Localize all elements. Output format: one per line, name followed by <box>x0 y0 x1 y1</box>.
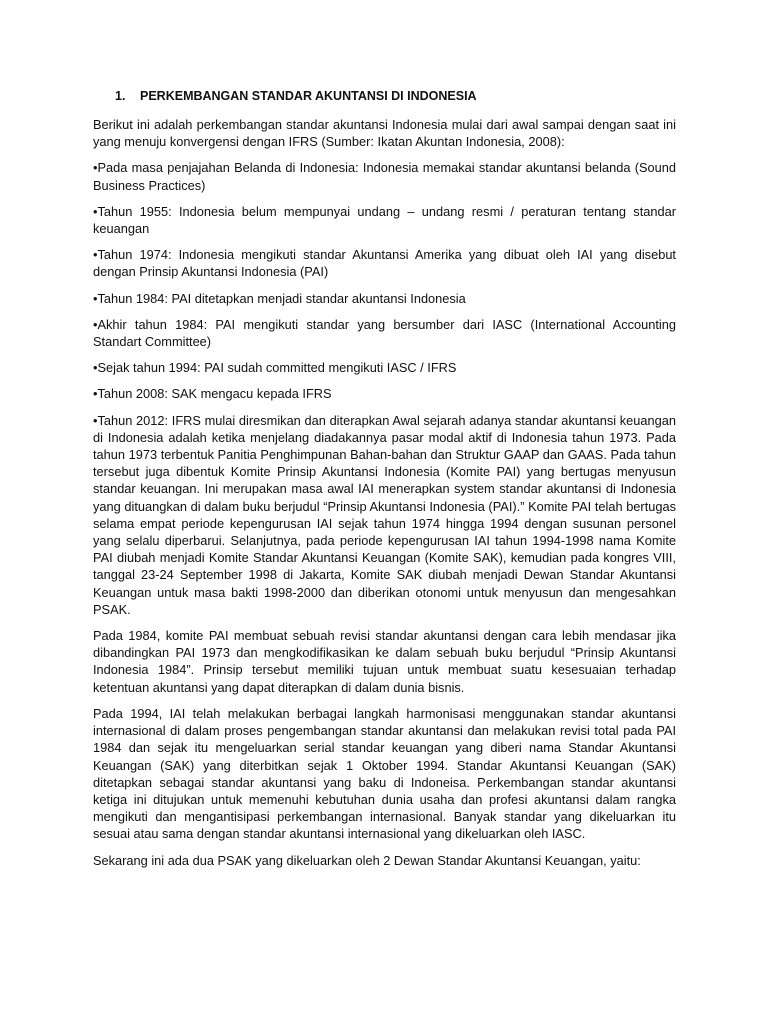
bullet-symbol: • <box>93 412 98 428</box>
heading-title: PERKEMBANGAN STANDAR AKUNTANSI DI INDONESIA <box>140 89 477 103</box>
bullet-item-8 <box>93 412 676 618</box>
bullet-symbol: • <box>93 290 98 306</box>
body-paragraph-psak: Sekarang ini ada dua PSAK yang dikeluarkan oleh 2 Dewan Standar Akuntansi Keuangan, yaitu: <box>93 852 641 868</box>
bullet-text: Akhir tahun 1984: PAI mengikuti standar yang bersumber dari IASC (International Accounting Standart Committee) <box>93 316 676 350</box>
bullet-symbol: • <box>93 316 98 332</box>
bullet-text: Tahun 2012: IFRS mulai diresmikan dan diterapkan Awal sejarah adanya standar akuntansi keuangan di Indonesia adalah ketika menjelang diadakannya pasar modal aktif di Indonesia tahun 1973. Pada tahun 1973 terbentuk Panitia Penghimpunan Bahan-bahan dan Struktur GAAP dan GAAS. Pada tahun tersebut juga dibentuk Komite Prinsip Akuntansi Indonesia (Komite PAI) yang bertugas menyusun standar keuangan. Ini merupakan masa awal IAI menerapkan system standar akuntansi di Indonesia yang dituangkan di dalam buku berjudul “Prinsip Akuntansi Indonesia (PAI).” Komite PAI telah bertugas selama empat periode kepengurusan IAI sejak tahun 1974 hingga 1994 dengan susunan personel yang selalu diperbarui. Selanjutnya, pada periode kepengurusan IAI tahun 1994-1998 nama Komite PAI diubah menjadi Komite Standar Akuntansi Keuangan (Komite SAK), kemudian pada kongres VIII, tanggal 23-24 September 1998 di Jakarta, Komite SAK diubah menjadi Dewan Standar Akuntansi Keuangan untuk masa bakti 1998-2000 dan diberikan otonomi untuk menyusun dan mengesahkan PSAK. <box>93 412 676 617</box>
bullet-symbol: • <box>93 160 98 176</box>
heading-number: 1. <box>115 89 126 103</box>
intro-paragraph: Berikut ini adalah perkembangan standar akuntansi Indonesia mulai dari awal sampai dengan saat ini yang menuju konvergensi dengan IFRS (Sumber: Ikatan Akuntan Indonesia, 2008): <box>93 117 676 150</box>
bullet-symbol: • <box>93 386 98 402</box>
bullet-symbol: • <box>93 360 98 376</box>
bullet-item-1 <box>93 159 676 193</box>
bullet-text: Pada masa penjajahan Belanda di Indonesia: Indonesia memakai standar akuntansi belanda (Sound Business Practices) <box>93 160 676 193</box>
bullet-symbol: • <box>93 203 98 219</box>
body-paragraph-1984: Pada 1984, komite PAI membuat sebuah revisi standar akuntansi dengan cara lebih mendasar jika dibandingkan PAI 1973 dan mengkodifikasikan ke dalam sebuah buku berjudul “Prinsip Akuntansi Indonesia 1984”. Prinsip tersebut memiliki tujuan untuk membuat suatu kesesuaian terhadap ketentuan akuntansi yang dapat diterapkan di dalam dunia bisnis. <box>93 628 676 695</box>
bullet-item-4 <box>93 290 676 307</box>
bullet-text: Tahun 1974: Indonesia mengikuti standar Akuntansi Amerika yang dibuat oleh IAI yang disebut dengan Prinsip Akuntansi Indonesia (PAI) <box>93 247 676 280</box>
bullet-symbol: • <box>93 247 98 263</box>
bullet-text: Tahun 2008: SAK mengacu kepada IFRS <box>97 386 332 402</box>
section-heading <box>93 88 676 104</box>
body-paragraph-1994: Pada 1994, IAI telah melakukan berbagai langkah harmonisasi menggunakan standar akuntansi internasional di dalam proses pengembangan standar akuntansi dan melakukan revisi total pada PAI 1984 dan sejak itu mengeluarkan serial standar keuangan yang diberi nama Standar Akuntansi Keuangan (SAK) yang diterbitkan sejak 1 Oktober 1994. Standar Akuntansi Keuangan (SAK) ditetapkan sebagai standar akuntansi yang baku di Indoneisa. Perkembangan standar akuntansi ketiga ini ditujukan untuk memenuhi kebutuhan dunia usaha dan profesi akuntansi dalam rangka mengikuti dan mengantisipasi perkembangan internasional. Banyak standar yang dikeluarkan itu sesuai atau sama dengan standar akuntansi internasional yang dikeluarkan oleh IASC. <box>93 705 676 842</box>
bullet-text: Tahun 1955: Indonesia belum mempunyai undang – undang resmi / peraturan tentang standar keuangan <box>93 203 676 237</box>
bullet-item-6 <box>93 359 676 376</box>
bullet-text: Sejak tahun 1994: PAI sudah committed mengikuti IASC / IFRS <box>97 360 457 376</box>
bullet-item-5 <box>93 316 676 350</box>
bullet-text: Tahun 1984: PAI ditetapkan menjadi standar akuntansi Indonesia <box>97 290 466 306</box>
bullet-item-3 <box>93 246 676 280</box>
bullet-item-2 <box>93 203 676 237</box>
bullet-item-7 <box>93 385 676 402</box>
